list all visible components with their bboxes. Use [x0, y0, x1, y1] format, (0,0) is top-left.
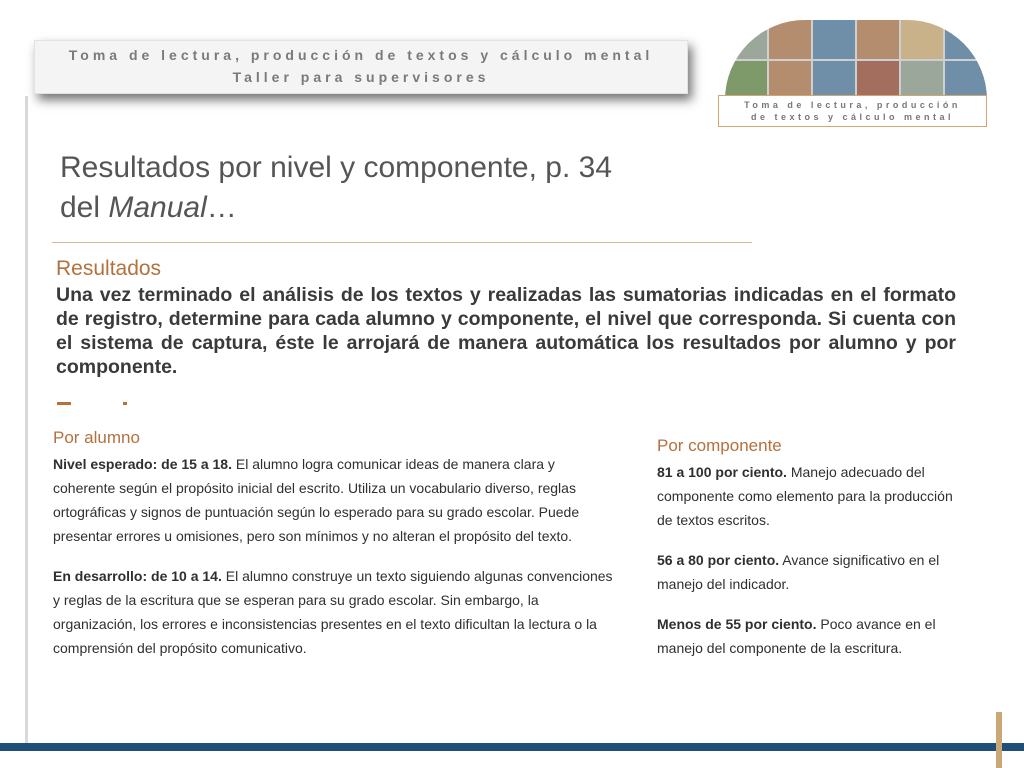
- cropped-heading-fragment: [57, 402, 117, 406]
- slide-title-line1: Resultados por nivel y componente, p. 34: [60, 151, 612, 184]
- header-title: Toma de lectura, producción de textos y cálculo mental: [68, 47, 654, 63]
- photo-tile: [857, 20, 899, 59]
- photo-tile: [769, 20, 811, 59]
- document-intro: Una vez terminado el análisis de los textos y realizadas las sumatorias indicadas en el formato de registro, determine para cada alumno y componente, el nivel que corresponda. Si cuenta con el sistema de captura, éste le arrojará de manera automática los resultados por alumno y por componente.: [56, 284, 956, 378]
- photo-tile: [945, 20, 987, 59]
- por-componente-heading: Por componente: [657, 436, 782, 455]
- por-componente-section: [657, 460, 962, 676]
- document-heading: Resultados: [56, 257, 162, 280]
- photo-caption-line2: de textos y cálculo mental: [750, 112, 955, 122]
- header-banner: [34, 40, 688, 94]
- photo-tile: [725, 20, 767, 59]
- level-label: Nivel esperado: de 15 a 18.: [53, 456, 232, 472]
- level-text: El alumno construye un texto siguiendo algunas convenciones y reglas de la escritura que se esperan para su grado escolar. Sin embargo, la organización, los errores e inconsistencias presentes en el texto dificultan la lectura o la comprensión del propósito comunicativo.: [53, 568, 613, 656]
- level-label: En desarrollo: de 10 a 14.: [53, 568, 222, 584]
- range-label: 81 a 100 por ciento.: [657, 464, 787, 480]
- range-item: [657, 460, 962, 532]
- slide-title-line2: [60, 188, 780, 228]
- title-divider: [52, 242, 752, 243]
- level-item: [53, 452, 615, 548]
- photo-caption: [718, 95, 987, 127]
- photo-collage: [725, 20, 987, 100]
- slide-title-suffix: …: [206, 191, 237, 224]
- photo-tile: [813, 20, 855, 59]
- range-label: Menos de 55 por ciento.: [657, 616, 817, 632]
- slide-title: [60, 148, 780, 228]
- range-text: Manejo adecuado del componente como elemento para la producción de textos escritos.: [657, 464, 953, 528]
- left-divider: [25, 96, 28, 744]
- header-subtitle: Taller para supervisores: [232, 69, 490, 85]
- slide-title-emphasis: Manual: [108, 191, 207, 224]
- photo-caption-line1: Toma de lectura, producción: [744, 100, 961, 110]
- range-label: 56 a 80 por ciento.: [657, 552, 780, 568]
- range-item: [657, 548, 962, 596]
- photo-tile: [901, 20, 943, 59]
- range-text: Avance significativo en el manejo del indicador.: [657, 552, 940, 592]
- slide-title-prefix: del: [60, 191, 109, 224]
- range-text: Poco avance en el manejo del componente de la escritura.: [657, 616, 936, 656]
- level-item: [53, 564, 615, 660]
- corner-accent: [996, 712, 1002, 768]
- range-item: [657, 612, 962, 660]
- level-text: El alumno logra comunicar ideas de manera clara y coherente según el propósito inicial del escrito. Utiliza un vocabulario diverso, reglas ortográficas y signos de puntuación según lo esperado para su grado escolar. Puede presentar errores u omisiones, pero son mínimos y no alteran el propósito del texto.: [53, 456, 580, 544]
- por-alumno-heading: Por alumno: [53, 428, 140, 447]
- por-alumno-section: [53, 452, 615, 676]
- footer-bar: [0, 743, 1024, 751]
